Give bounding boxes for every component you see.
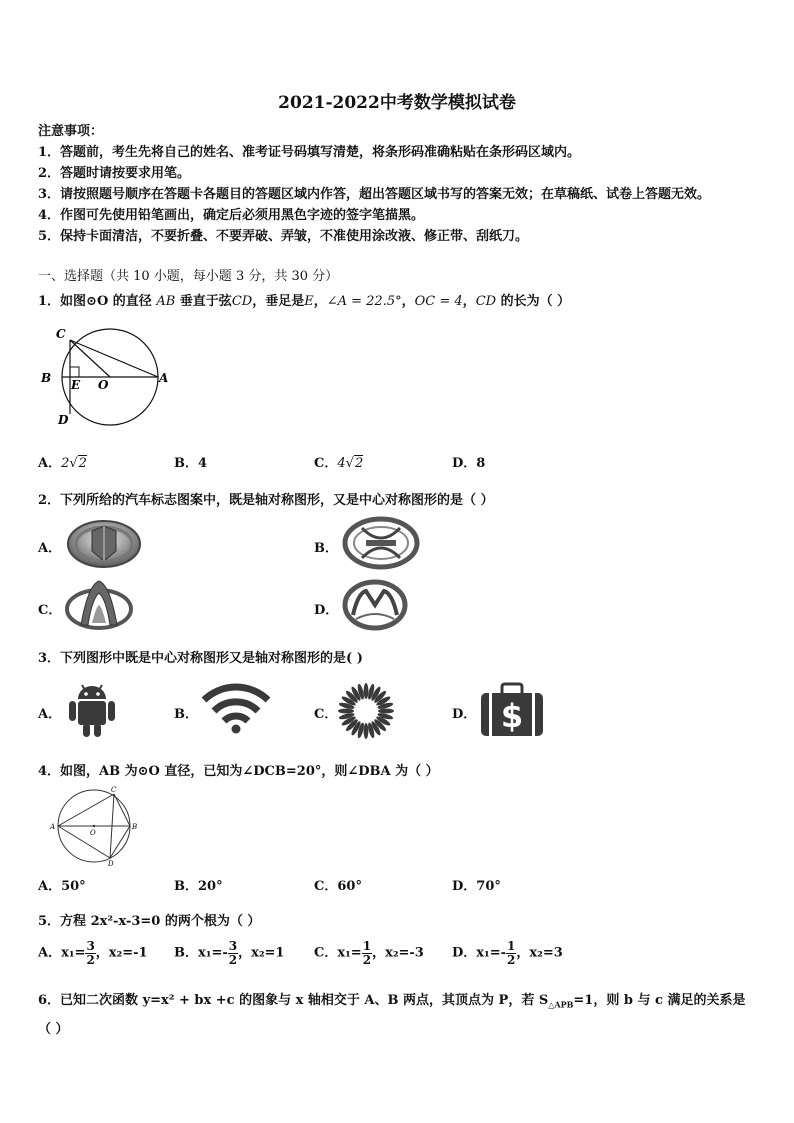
- q1-angle: ∠A = 22.5°: [326, 294, 402, 309]
- q2-logo-c-icon: [64, 579, 134, 631]
- q1-option-c: [314, 452, 363, 471]
- q1-right-angle-mark: [70, 367, 79, 377]
- q1-text: ，垂足是: [252, 294, 305, 309]
- option-rest: ，x₂=-1: [95, 945, 148, 961]
- option-label: B．: [174, 945, 198, 961]
- q3-option-b-label: B．: [174, 707, 198, 722]
- option-label: D．: [452, 456, 477, 471]
- section-heading: 一、选择题（共 10 小题，每小题 3 分，共 30 分）: [38, 269, 339, 284]
- q2-logo-b-icon: [342, 516, 420, 570]
- q4-option-c: C．60°: [314, 879, 362, 894]
- option-label: A．: [38, 456, 62, 471]
- note-item: 2．答题时请按要求用笔。: [38, 166, 191, 181]
- q1-text: 的长为（ ）: [496, 294, 571, 309]
- q4-circle-figure: [50, 786, 146, 866]
- denominator: 2: [228, 952, 238, 967]
- option-value: 8: [476, 456, 486, 471]
- q1-label-o: O: [98, 378, 109, 392]
- q4-label-a: A: [50, 823, 56, 831]
- question-6-stem: [38, 989, 745, 1010]
- q1-label-b: B: [41, 371, 52, 385]
- q3-option-d-label: D．: [452, 707, 477, 722]
- q4-option-d: D．70°: [452, 879, 501, 894]
- fraction: [362, 940, 372, 966]
- q1-label-a: A: [159, 371, 169, 385]
- numerator: 3: [86, 939, 95, 953]
- q1-option-c-value: 4√2: [337, 456, 364, 471]
- q4-label-o: O: [90, 829, 96, 837]
- q1-text: ，: [313, 294, 327, 309]
- option-label: C．: [314, 945, 338, 961]
- sunburst-petal: [364, 683, 369, 699]
- question-6-paren: （ ）: [38, 1022, 69, 1037]
- q1-segment-ca: [70, 340, 158, 377]
- question-4-stem: 4．如图，AB 为⊙O 直径，已知为∠DCB=20°，则∠DBA 为（ ）: [38, 764, 439, 779]
- sunburst-petal: [364, 723, 369, 739]
- q1-text: ，: [401, 294, 415, 309]
- q2-option-d-label: D．: [314, 603, 339, 618]
- q2-logo-d-icon: [342, 579, 408, 631]
- notes-heading: 注意事项：: [38, 124, 104, 139]
- note-item: 5．保持卡面清洁，不要折叠、不要弄破、弄皱，不准使用涂改液、修正带、刮纸刀。: [38, 229, 529, 244]
- option-rest: ，x₂=1: [238, 945, 285, 961]
- option-label: D．: [452, 945, 477, 961]
- q2-option-c-label: C．: [38, 603, 62, 618]
- q1-text: ，: [462, 294, 476, 309]
- q5-option-d: [452, 940, 563, 966]
- q4-label-d: D: [108, 860, 114, 868]
- option-var: x₁=: [337, 945, 362, 961]
- q1-text: 垂直于弦: [175, 294, 232, 309]
- option-var: x₁=: [61, 945, 86, 961]
- option-label: A．: [38, 945, 62, 961]
- option-rest: ，x₂=-3: [372, 945, 424, 961]
- dollar-briefcase-icon: [480, 683, 544, 737]
- q1-option-a: [38, 452, 87, 471]
- q2-logo-a-icon: [66, 519, 142, 569]
- q4-label-b: B: [132, 823, 138, 831]
- numerator: 3: [228, 939, 238, 953]
- denominator: 2: [86, 952, 95, 967]
- q2-option-b-label: B．: [314, 541, 338, 556]
- q4-option-a: A．50°: [38, 879, 86, 894]
- q1-text: 1．如图⊙O 的直径: [38, 294, 157, 309]
- sunburst-icon: [338, 683, 394, 739]
- option-value: 4: [198, 456, 208, 471]
- q4-option-b: B．20°: [174, 879, 223, 894]
- page-title: 2021-2022中考数学模拟试卷: [278, 93, 516, 113]
- q1-cd2: CD: [475, 294, 497, 309]
- q2-option-a-label: A．: [38, 541, 62, 556]
- q3-option-a-label: A．: [38, 707, 62, 722]
- q6-text: =1，则 b 与 c 满足的关系是: [573, 993, 746, 1008]
- coef: 4: [337, 456, 346, 471]
- q1-option-d: [452, 452, 485, 471]
- q5-option-c: [314, 940, 424, 966]
- question-3-stem: 3．下列图形中既是中心对称图形又是轴对称图形的是( ): [38, 651, 363, 666]
- fraction: [506, 940, 516, 966]
- q3-option-c-label: C．: [314, 707, 338, 722]
- note-item: 1．答题前，考生先将自己的姓名、准考证号码填写清楚，将条形码准确粘贴在条形码区域内。: [38, 145, 581, 160]
- option-label: C．: [314, 456, 338, 471]
- sunburst-petal: [338, 709, 354, 714]
- coef: 2: [61, 456, 70, 471]
- option-var: x₁=-: [476, 945, 507, 961]
- q1-circle-figure: [38, 318, 178, 438]
- q6-text: 6．已知二次函数 y=x² + bx +c 的图象与 x 轴相交于 A、B 两点，其顶点为 P，若 S: [38, 993, 549, 1008]
- q1-label-e: E: [71, 378, 81, 392]
- radicand: 2: [78, 456, 87, 471]
- option-rest: ，x₂=3: [516, 945, 563, 961]
- q1-option-a-value: 2√2: [61, 456, 87, 471]
- denominator: 2: [362, 952, 372, 967]
- question-5-stem: 5．方程 2x²-x-3=0 的两个根为（ ）: [38, 914, 261, 929]
- q1-label-c: C: [56, 327, 66, 341]
- numerator: 1: [362, 939, 372, 953]
- q5-option-b: [174, 940, 284, 966]
- wifi-icon: [201, 684, 271, 734]
- option-label: B．: [174, 456, 198, 471]
- sunburst-petal: [378, 709, 394, 714]
- denominator: 2: [507, 952, 516, 967]
- note-item: 4．作图可先使用铅笔画出，确定后必须用黑色字迹的签字笔描黑。: [38, 208, 425, 223]
- q4-label-c: C: [111, 786, 117, 794]
- question-1-stem: [38, 290, 570, 309]
- q1-cd: CD: [231, 294, 253, 309]
- android-icon: [66, 681, 118, 739]
- q1-segment-co: [70, 340, 110, 377]
- option-var: x₁=-: [198, 945, 228, 961]
- fraction: [228, 940, 238, 966]
- fraction: [85, 940, 95, 966]
- q1-e: E: [304, 294, 314, 309]
- radicand: 2: [354, 456, 364, 471]
- q1-oc: OC = 4: [414, 294, 463, 309]
- q1-ab: AB: [156, 294, 176, 309]
- q6-subscript: △APB: [548, 999, 574, 1010]
- question-2-stem: 2．下列所给的汽车标志图案中，既是轴对称图形，又是中心对称图形的是（ ）: [38, 493, 494, 508]
- svg-text:$: $: [500, 697, 524, 735]
- note-item: 3．请按照题号顺序在答题卡各题目的答题区域内作答，超出答题区域书写的答案无效；在草稿纸、试卷上答题无效。: [38, 187, 711, 202]
- numerator: 1: [507, 939, 516, 953]
- q1-label-d: D: [58, 413, 69, 427]
- q1-option-b: [174, 452, 207, 471]
- q5-option-a: [38, 940, 148, 966]
